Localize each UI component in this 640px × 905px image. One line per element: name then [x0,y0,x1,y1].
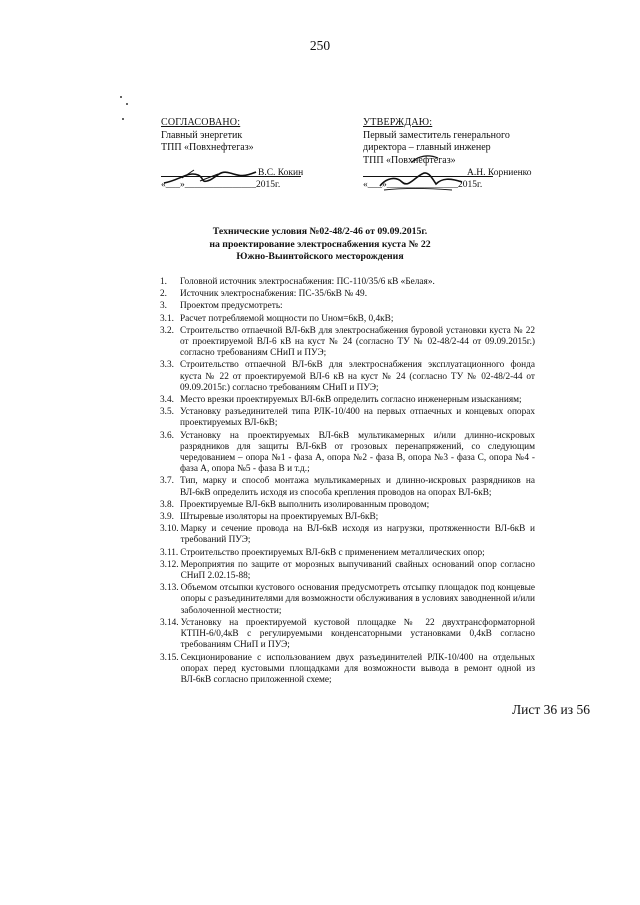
requirements-list [160,277,535,689]
item-text: Штыревые изоляторы на проектируемых ВЛ-6кВ; [180,512,379,523]
item-number: 3.1. [160,313,174,324]
approved-line: Главный энергетик [161,129,243,141]
item-text: Марку и сечение провода на ВЛ-6кВ исходя из нагрузки, протяженности ВЛ-6кВ и требований ПУЭ; [180,524,535,546]
item-number: 3.7. [160,476,174,487]
page-number: 250 [309,38,331,53]
scan-speck [120,96,122,98]
item-text: Строительство отпаечной ВЛ-6кВ для электроснабжения эксплуатационного фонда куста № 22 от проектируемой ВЛ-6 кВ на куст № 24 (согласно ТУ № 02-48/2-44 от 09.09.2015г.) согласно требованиям СНиП и ПУЭ; [180,360,535,393]
title-line: на проектирование электроснабжения куста № 22 [209,238,431,250]
confirmed-line: директора – главный инженер [363,142,491,153]
list-item [160,618,535,652]
item-text: Строительство проектируемых ВЛ-6кВ с применением металлических опор; [180,547,485,558]
list-item [160,289,535,300]
approved-date-line: «___»_______________2015г. [161,180,281,190]
item-text: Мероприятия по защите от морозных выпучиваний свайных оснований опор согласно СНиП 2.02.15-88; [180,559,535,582]
sheet-counter: Лист 36 из 56 [512,702,590,717]
approved-block [161,117,361,155]
confirmed-heading: УТВЕРЖДАЮ: [363,117,433,128]
approved-heading: СОГЛАСОВАНО: [161,117,241,128]
list-item [160,524,535,546]
item-number: 3.13. [160,583,179,594]
item-number: 3.15. [160,652,179,663]
item-text: Место врезки проектируемых ВЛ-6кВ определить согласно инженерным изысканиям; [180,395,522,406]
list-item [160,476,535,498]
item-number: 3.6. [160,430,174,441]
item-text: Объемом отсыпки кустового основания предусмотреть отсыпку площадок под концевые опоры с разъединителями для возможности обслуживания в условиях заводненной и/или заболоченной местности; [180,583,535,616]
list-item [160,500,535,511]
confirmed-line: ТПП «Повхнефтегаз» [363,154,456,166]
list-item [160,395,535,406]
list-item [160,431,535,476]
document-title [150,226,490,264]
item-number: 3.12. [160,559,179,570]
title-line: Технические условия №02-48/2-46 от 09.09.2015г. [212,226,428,237]
confirmed-date-line: «___»_______________2015г. [363,180,483,190]
approved-line: ТПП «Повхнефтегаз» [161,142,254,153]
list-item [160,512,535,523]
item-text: Головной источник электроснабжения: ПС-110/35/6 кВ «Белая». [180,277,435,287]
list-item [160,360,535,394]
item-text: Проектом предусмотреть: [180,301,283,312]
list-item [160,314,535,325]
item-text: Установку разъединителей типа РЛК-10/400 на первых отпаечных и концевых опорах проектируемых ВЛ-6кВ; [180,407,535,429]
item-number: 3.10. [160,524,179,535]
item-number: 3.5. [160,407,174,418]
title-line: Южно-Выинтойского месторождения [236,251,404,262]
item-text: Строительство отпаечной ВЛ-6кВ для электроснабжения буровой установки куста № 22 от проектируемой ВЛ-6 кВ на куст № 24 (согласно ТУ № 02-48/2-44 от 09.09.2015г.) согласно требованиям СНиП и ПУЭ; [180,325,535,359]
list-item [160,560,535,582]
list-item [160,583,535,617]
item-number: 3.14. [160,617,179,628]
item-text: Расчет потребляемой мощности по Uном=6кВ, 0,4кВ; [180,313,394,324]
list-item [160,326,535,360]
item-number: 3.9. [160,512,174,523]
list-item [160,653,535,687]
item-text: Секционирование с использованием двух разъединителей РЛК-10/400 на отдельных опорах перед кустовыми площадками для возможности вывода в ремонт одной из ВЛ-6кВ согласно приложенной схеме; [180,652,535,685]
item-text: Установку на проектируемой кустовой площадке № 22 двухтрансформаторной КТПН-6/0,4кВ с регулируемыми конденсаторными установками 0,4кВ согласно требованиям СНиП и ПУЭ; [180,617,535,651]
approved-signer: В.С. Кокин [258,168,304,178]
item-number: 1. [160,277,167,287]
item-number: 3.4. [160,395,174,406]
item-number: 3.8. [160,499,174,510]
item-number: 3.11. [160,547,179,558]
item-text: Тип, марку и способ монтажа мультикамерных и длинно-искровых разрядников на ВЛ-6кВ определить исходя из способа крепления проводов на опорах ВЛ-6кВ; [180,476,535,498]
confirmed-signer: А.Н. Корниенко [467,168,532,178]
list-item [160,548,535,559]
scan-speck [126,103,128,105]
item-number: 3.2. [160,325,174,336]
list-item [160,407,535,429]
item-text: Проектируемые ВЛ-6кВ выполнить изолированным проводом; [180,499,430,510]
item-text: Установку на проектируемых ВЛ-6кВ мультикамерных и/или длинно-искровых разрядников для защиты ВЛ-6кВ от грозовых перенапряжений, со следующим чередованием – опора №1 - фаза А, опора №2 - фаза В, опора №3 - фаза С, опора №4 - фаза А, опора №5 - фаза В и т.д.; [180,430,535,475]
list-item [160,301,535,312]
item-number: 3.3. [160,360,174,371]
item-number: 3. [160,301,167,312]
item-number: 2. [160,289,167,300]
confirmed-line: Первый заместитель генерального [363,129,510,141]
scan-speck [122,118,124,120]
item-text: Источник электроснабжения: ПС-35/6кВ № 49. [180,289,368,300]
list-item [160,277,535,288]
